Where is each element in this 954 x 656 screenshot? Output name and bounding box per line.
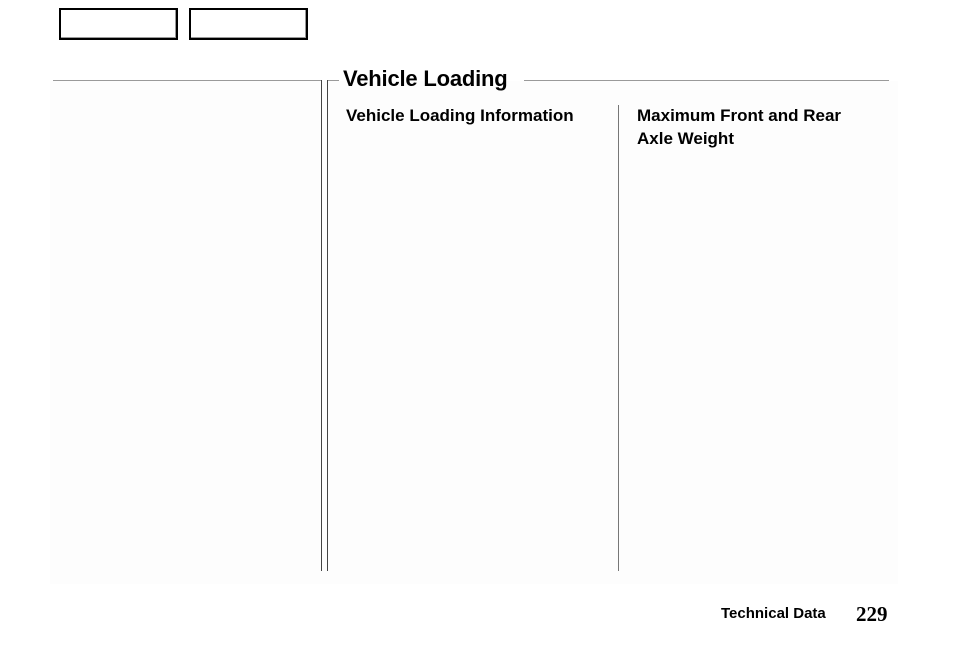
column-heading-loading-info: Vehicle Loading Information	[346, 106, 574, 125]
header-rule-right	[524, 80, 889, 81]
page-title: Vehicle Loading	[343, 66, 508, 91]
header-rule-left	[53, 80, 321, 81]
nav-button-next[interactable]	[189, 8, 308, 40]
column-divider-middle	[618, 105, 619, 571]
content-panel	[50, 81, 898, 584]
column-heading-axle-weight: Maximum Front and Rear Axle Weight	[637, 106, 842, 148]
column-divider-outer	[321, 80, 322, 571]
nav-button-previous[interactable]	[59, 8, 178, 40]
page-number: 229	[856, 602, 888, 626]
column-divider-inner	[327, 80, 328, 571]
header-rule-mid	[327, 80, 339, 81]
footer-section-label: Technical Data	[721, 605, 826, 622]
